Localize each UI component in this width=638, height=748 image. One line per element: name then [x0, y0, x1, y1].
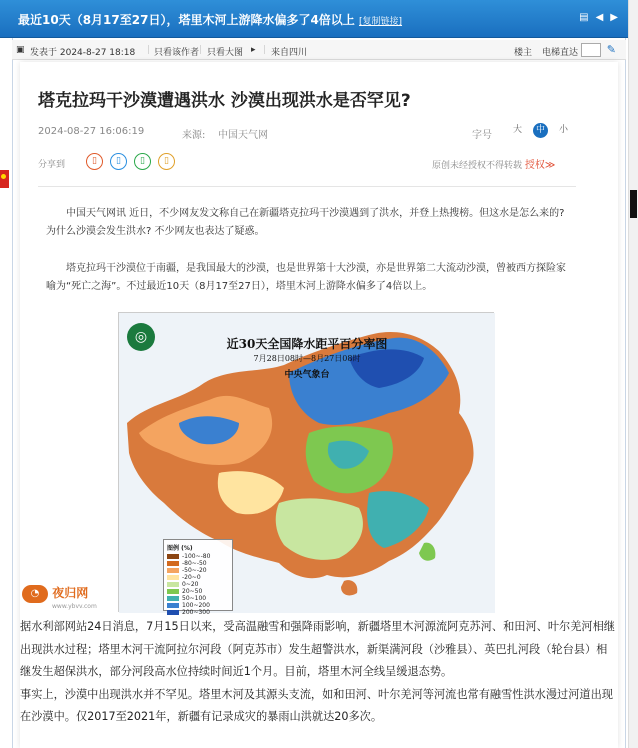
legend-label: -50~-20 — [182, 567, 207, 574]
title-tools — [579, 12, 618, 23]
prev-icon[interactable]: ◀ — [595, 12, 604, 23]
scrollbar-thumb[interactable] — [630, 190, 637, 218]
figure-subtitle: 7月28日08时—8月27日08时 — [253, 354, 361, 363]
watermark-url: www.ybvv.com — [52, 602, 97, 610]
jump-label: 电梯直达 — [542, 48, 579, 58]
font-size-label: 字号 — [472, 130, 492, 141]
legend-swatch — [167, 568, 179, 573]
paragraph-1: 中国天气网讯 近日，不少网友发文称自己在新疆塔克拉玛干沙漠遇到了洪水，并登上热搜榜。但这水是怎么来的? 为什么沙漠会发生洪水? 不少网友也表达了疑惑。 — [46, 208, 565, 237]
share-wechat-icon[interactable]: ▯ — [134, 153, 151, 170]
legend-label: 20~50 — [182, 588, 203, 595]
article-date: 2024-08-27 16:06:19 — [38, 126, 145, 137]
flag-icon — [0, 170, 9, 188]
share-qq-icon[interactable]: ▯ — [110, 153, 127, 170]
legend-title: 图例 (%) — [167, 545, 193, 552]
share-label: 分享到 — [38, 160, 66, 170]
legend-label: -100~-80 — [182, 553, 211, 560]
legend-label: 200~300 — [182, 609, 210, 616]
figure-title: 近30天全国降水距平百分率图 — [226, 337, 388, 351]
legend-item — [167, 609, 229, 616]
legend-label: -20~0 — [182, 574, 201, 581]
chevron-right-icon: ▸ — [251, 45, 256, 55]
paragraph-2: 塔克拉玛干沙漠位于南疆，是我国最大的沙漠，也是世界第十大沙漠，亦是世界第二大流动沙漠，曾被西方探险家喻为“死亡之海”。不过最近10天（8月17至27日），塔里木河上游降水偏多了4倍以上。 — [46, 263, 566, 292]
share-weibo-icon[interactable]: ▯ — [86, 153, 103, 170]
floor-jump-input[interactable] — [581, 43, 601, 57]
legend-item — [167, 574, 229, 581]
legend-label: 50~100 — [182, 595, 207, 602]
legend-item — [167, 588, 229, 595]
legend-item — [167, 567, 229, 574]
thread-title-bar — [0, 0, 628, 38]
article-title: 塔克拉玛干沙漠遭遇洪水 沙漠出现洪水是否罕见? — [38, 91, 411, 111]
legend-swatch — [167, 554, 179, 559]
font-size-small[interactable]: 小 — [558, 125, 568, 135]
post-location: 来自四川 — [271, 48, 308, 58]
legend-item — [167, 581, 229, 588]
share-qzone-icon[interactable]: ▯ — [158, 153, 175, 170]
legend-swatch — [167, 603, 179, 608]
legend-item — [167, 553, 229, 560]
thread-title: 最近10天（8月17至27日），塔里木河上游降水偏多了4倍以上 [复制链接] — [18, 13, 403, 27]
only-big-images-link[interactable]: 只看大图 — [207, 48, 244, 58]
legend-item — [167, 595, 229, 602]
divider — [38, 186, 576, 187]
next-icon[interactable]: ▶ — [610, 12, 618, 23]
paragraph-4: 事实上，沙漠中出现洪水并不罕见。塔里木河及其源头支流，如和田河、叶尔羌河等河流也常有融雪性洪水漫过河道出现在沙漠中。仅2017至2021年，新疆有记录成灾的暴雨山洪就达20多次。 — [20, 687, 613, 723]
article-body — [20, 616, 616, 729]
legend-swatch — [167, 610, 179, 615]
article-source: 中国天气网 — [218, 130, 268, 141]
legend-item — [167, 602, 229, 609]
user-icon: ▣ — [16, 45, 25, 55]
font-size-large[interactable]: 大 — [512, 125, 522, 135]
paragraph-3: 据水利部网站24日消息，7月15日以来，受高温融雪和强降雨影响，新疆塔里木河源流阿克苏河、和田河、叶尔羌河相继出现洪水过程；塔里木河干流阿拉尔河段（阿克苏市）发生超警洪水，新渠满河段（沙雅县）、英巴扎河段（轮台县）相继发生超保洪水，部分河段高水位持续时间近1个月。目前，塔里木河全线呈缓退态势。 — [20, 620, 615, 678]
legend-swatch — [167, 561, 179, 566]
vertical-scrollbar[interactable] — [628, 0, 638, 748]
copyright-notice: 原创未经授权不得转载 授权≫ — [432, 160, 556, 171]
legend-label: 0~20 — [182, 581, 199, 588]
print-icon[interactable]: ▤ — [579, 12, 589, 23]
only-author-link[interactable]: 只看该作者 — [154, 48, 200, 58]
legend-swatch — [167, 596, 179, 601]
post-info-bar: ▣ 发表于 2024-8-27 18:18 | 只看该作者 | 只看大图 ▸ | 来自四川 楼主 电梯直达 ✎ — [12, 40, 626, 60]
post-time: 发表于 2024-8-27 18:18 — [30, 48, 136, 58]
source-label: 来源: — [182, 130, 206, 141]
copy-link[interactable]: [复制链接] — [359, 17, 403, 27]
site-watermark — [22, 584, 97, 614]
cma-logo-icon: ◎ — [127, 323, 155, 351]
figure-legend — [163, 539, 233, 616]
precipitation-map-image[interactable] — [118, 312, 494, 616]
legend-item — [167, 560, 229, 567]
jump-go-icon[interactable]: ✎ — [606, 43, 616, 56]
font-size-medium[interactable]: 中 — [533, 123, 548, 138]
watermark-logo-icon: ◔ — [22, 585, 48, 603]
legend-label: -80~-50 — [182, 560, 207, 567]
legend-swatch — [167, 575, 179, 580]
watermark-name: 夜归网 — [52, 586, 89, 600]
legend-swatch — [167, 589, 179, 594]
figure-agency: 中央气象台 — [284, 370, 330, 380]
license-link[interactable]: 授权≫ — [524, 160, 556, 171]
legend-swatch — [167, 582, 179, 587]
legend-label: 100~200 — [182, 602, 210, 609]
floor-label: 楼主 — [514, 48, 533, 58]
